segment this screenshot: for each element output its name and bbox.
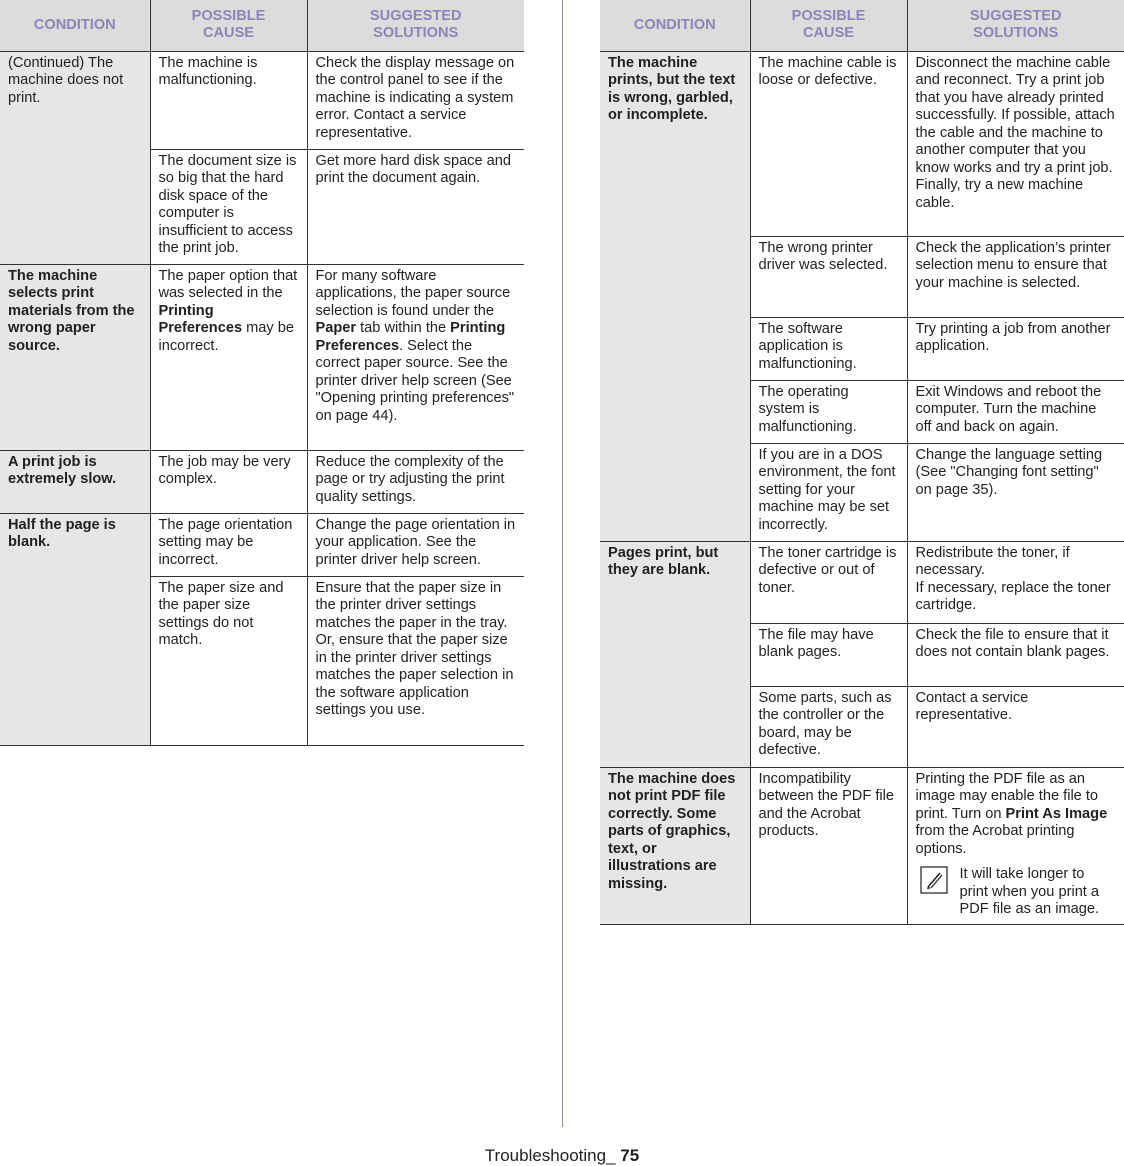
solution-cell: Get more hard disk space and print the document again. <box>307 149 524 264</box>
table-row <box>0 513 524 576</box>
solution-cell: Try printing a job from another application. <box>907 317 1124 380</box>
cause-cell: If you are in a DOS environment, the font setting for your machine may be set incorrectly. <box>750 443 907 541</box>
solution-cell: Reduce the complexity of the page or try adjusting the print quality settings. <box>307 450 524 513</box>
cause-cell: Incompatibility between the PDF file and the Acrobat products. <box>750 767 907 924</box>
table-row <box>0 264 524 450</box>
header-suggested-solutions: SUGGESTED SOLUTIONS <box>307 0 524 51</box>
solution-cell <box>907 541 1124 623</box>
cause-cell: The job may be very complex. <box>150 450 307 513</box>
header-possible-cause: POSSIBLE CAUSE <box>150 0 307 51</box>
solution-cell: Check the display message on the control panel to see if the machine is indicating a system error. Contact a service representative. <box>307 51 524 149</box>
cause-cell: The paper option that was selected in the Printing Preferences may be incorrect. <box>150 264 307 450</box>
cause-cell: The software application is malfunctioning. <box>750 317 907 380</box>
cause-cell: The machine cable is loose or defective. <box>750 51 907 236</box>
condition-cell: The machine selects print materials from the wrong paper source. <box>0 264 150 450</box>
cause-cell: The machine is malfunctioning. <box>150 51 307 149</box>
note-text: It will take longer to print when you print a PDF file as an image. <box>959 866 1100 917</box>
solution-cell: Check the file to ensure that it does not contain blank pages. <box>907 623 1124 686</box>
condition-cell: The machine does not print PDF file correctly. Some parts of graphics, text, or illustrations are missing. <box>600 767 750 924</box>
cause-cell: The wrong printer driver was selected. <box>750 236 907 317</box>
condition-cell: Pages print, but they are blank. <box>600 541 750 767</box>
cause-cell: The paper size and the paper size settings do not match. <box>150 576 307 745</box>
footer-section: Troubleshooting_ <box>484 1146 621 1165</box>
table-row <box>600 541 1124 623</box>
cause-cell: Some parts, such as the controller or the board, may be defective. <box>750 686 907 767</box>
table-header-row <box>0 0 524 51</box>
page-number: 75 <box>620 1146 640 1165</box>
condition-cell: (Continued) The machine does not print. <box>0 51 150 264</box>
troubleshooting-table-right <box>600 0 1124 925</box>
cause-cell: The file may have blank pages. <box>750 623 907 686</box>
note-pencil-icon <box>920 866 948 894</box>
solution-cell: Change the page orientation in your application. See the printer driver help screen. <box>307 513 524 576</box>
solution-cell: Contact a service representative. <box>907 686 1124 767</box>
solution-cell: Printing the PDF file as an image may enable the file to print. Turn on Print As Image from the Acrobat printing options. It will take longer to print when you print a PDF file as an image. <box>907 767 1124 924</box>
table-row <box>0 450 524 513</box>
condition-cell: Half the page is blank. <box>0 513 150 745</box>
table-row <box>0 51 524 149</box>
header-condition: CONDITION <box>0 0 150 51</box>
solution-cell: Disconnect the machine cable and reconnect. Try a print job that you have already printed successfully. If possible, attach the cable and the machine to another computer that you know works and try a print job. Finally, try a new machine cable. <box>907 51 1124 236</box>
table-row <box>600 767 1124 924</box>
condition-cell: A print job is extremely slow. <box>0 450 150 513</box>
solution-paragraph: Or, ensure that the paper size in the printer driver settings matches the paper selection in the software application settings you use. <box>315 632 514 718</box>
header-possible-cause: POSSIBLE CAUSE <box>750 0 907 51</box>
table-row <box>600 51 1124 236</box>
solution-paragraph: Redistribute the toner, if necessary. <box>915 544 1070 578</box>
cause-cell: The operating system is malfunctioning. <box>750 380 907 443</box>
header-condition: CONDITION <box>600 0 750 51</box>
page-footer <box>0 1146 1124 1166</box>
solution-cell: Exit Windows and reboot the computer. Turn the machine off and back on again. <box>907 380 1124 443</box>
troubleshooting-table-left <box>0 0 524 746</box>
solution-cell: Change the language setting (See "Changing font setting" on page 35). <box>907 443 1124 541</box>
cause-cell: The toner cartridge is defective or out of toner. <box>750 541 907 623</box>
cause-cell: The page orientation setting may be incorrect. <box>150 513 307 576</box>
cause-cell: The document size is so big that the hard disk space of the computer is insufficient to access the print job. <box>150 149 307 264</box>
column-divider <box>562 0 563 1127</box>
solution-cell: For many software applications, the paper source selection is found under the Paper tab within the Printing Preferences. Select the correct paper source. See the printer driver help screen (See "Opening printing preferences" on page 44). <box>307 264 524 450</box>
table-header-row <box>600 0 1124 51</box>
header-suggested-solutions: SUGGESTED SOLUTIONS <box>907 0 1124 51</box>
solution-cell: Check the application’s printer selection menu to ensure that your machine is selected. <box>907 236 1124 317</box>
solution-paragraph: Ensure that the paper size in the printer driver settings matches the paper in the tray. <box>315 579 508 631</box>
condition-cell: The machine prints, but the text is wrong, garbled, or incomplete. <box>600 51 750 541</box>
solution-paragraph: If necessary, replace the toner cartridge. <box>915 579 1111 613</box>
solution-cell <box>307 576 524 745</box>
note <box>916 866 1117 919</box>
